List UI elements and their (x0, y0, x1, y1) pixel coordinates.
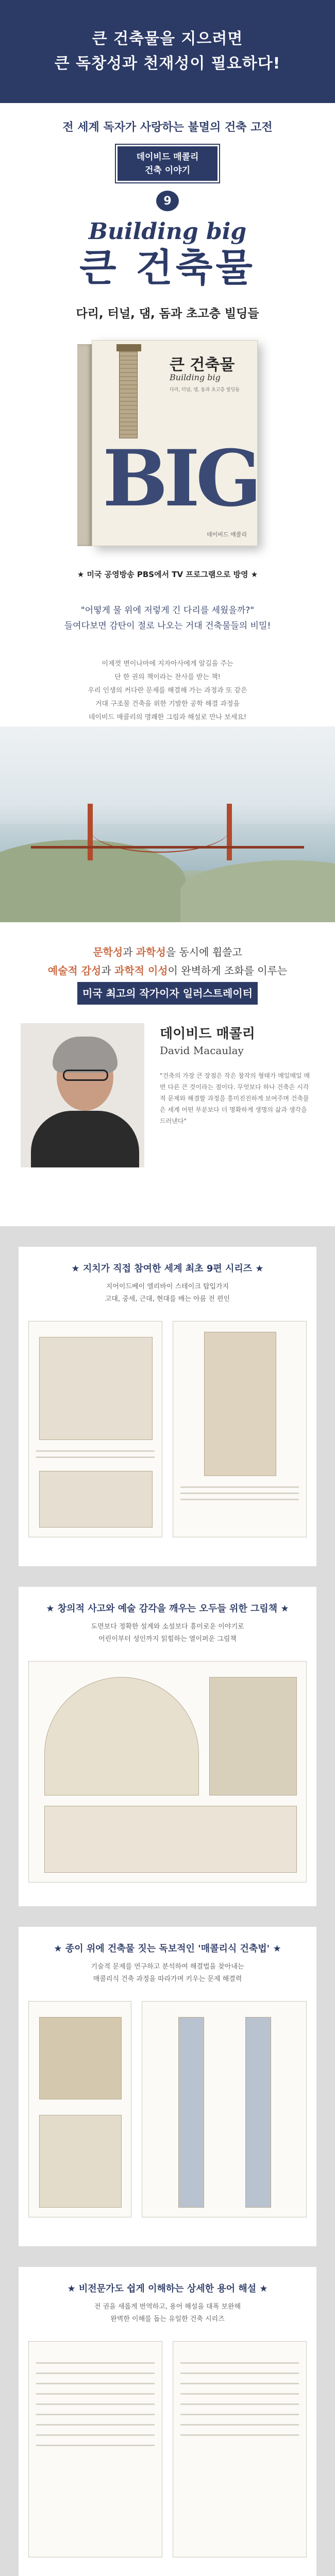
author-section (0, 922, 335, 1226)
dome-spread (28, 1661, 307, 1883)
feature-4-desc (19, 2301, 316, 2326)
photo-glasses (63, 1070, 108, 1081)
colonnade-drawing (44, 1806, 297, 1873)
feature-3-desc-line-2: 매콜리식 건축 과정을 따라가며 키우는 문제 해결력 (93, 1975, 242, 1983)
feature-4-desc-line-2: 완벽한 이해를 돕는 유일한 건축 시리즈 (110, 2315, 225, 2323)
feature-1-images (19, 1321, 316, 1537)
text-line (180, 2372, 299, 2374)
series-line-1: 데이비드 매콜리 (136, 151, 199, 162)
tower-right-drawing (245, 2017, 271, 2208)
series-label-box (116, 145, 219, 182)
text-line (36, 2383, 155, 2384)
text-line (180, 2403, 299, 2405)
text-line (180, 2434, 299, 2436)
intro-rest-1: 을 동시에 휩쓸고 (165, 946, 242, 958)
feature-3-title: ★ 종이 위에 건축물 짓는 독보적인 '매콜리식 건축법' ★ (54, 1943, 281, 1954)
text-line (36, 2445, 155, 2446)
feature-1-desc-line-1: 지어이드베이 엘리바이 스테이크 탑입가지 (106, 1283, 229, 1291)
feature-2-images (19, 1661, 316, 1883)
intro-conj-2: 과 (101, 964, 115, 977)
highlight-reason: 과학적 이성 (114, 964, 168, 977)
desc-line-2: 단 한 권의 책이라는 찬사를 받는 책! (114, 673, 221, 681)
photo-body (31, 1111, 139, 1167)
highlight-science: 과학성 (136, 946, 166, 958)
intro-rest-2: 이 완벽하게 조화를 이루는 (167, 964, 288, 977)
dome-cross-section (44, 1677, 199, 1795)
spacer (19, 2246, 316, 2267)
text-line (36, 2424, 155, 2426)
bridge-deck (31, 846, 304, 849)
feature-1-title: ★ 지치가 직접 참여한 세계 최초 9편 시리즈 ★ (71, 1263, 264, 1274)
text-line (180, 1493, 299, 1494)
aerial-building-page (28, 2001, 131, 2217)
cover-big-letters: BIG (103, 433, 258, 524)
text-line (36, 2403, 155, 2405)
feature-4-head (19, 2267, 316, 2326)
author-name-english: David Macaulay (160, 1044, 244, 1057)
feature-2-title: ★ 창의적 사고와 예술 감각을 깨우는 오두들 위한 그림책 ★ (46, 1603, 289, 1614)
desc-line-5: 데이비드 매콜리의 명쾌한 그림과 해설로 만나 보세요! (88, 714, 247, 721)
text-line (180, 2414, 299, 2415)
feature-4 (19, 2267, 316, 2576)
text-line (180, 2393, 299, 2395)
header-line-2: 큰 독창성과 천재성이 필요하다! (54, 55, 281, 73)
series-line-2: 건축 이야기 (144, 165, 191, 176)
bridge-landscape-illustration (0, 726, 335, 922)
feature-4-images (19, 2341, 316, 2557)
desc-line-3: 우리 인생의 커다란 문제를 해결해 가는 과정과 또 같은 (88, 687, 247, 694)
feature-2-desc (19, 1621, 316, 1646)
text-line (36, 2414, 155, 2415)
feature-1-desc-line-2: 고대, 중세, 근대, 현대를 배는 아름 전 편인 (105, 1295, 230, 1303)
bridge-drawing (39, 1471, 153, 1528)
text-line (180, 2362, 299, 2364)
spacer (19, 1906, 316, 1927)
text-line (180, 1486, 299, 1488)
subtitle: 다리, 터널, 댐, 돔과 초고층 빌딩들 (76, 307, 259, 320)
author-info (160, 1023, 314, 1167)
text-line (180, 2383, 299, 2384)
elevation-drawing (39, 2115, 122, 2208)
arch-drawing (39, 1337, 153, 1440)
title-block (0, 211, 335, 304)
lighthouse-illustration (119, 351, 138, 438)
tower-drawing (204, 1332, 276, 1476)
feature-3-desc-line-1: 기술적 문제를 연구하고 분석하여 해결법을 찾아내는 (91, 1963, 244, 1971)
highlight-literary: 문학성 (93, 946, 123, 958)
intro-section (0, 103, 335, 211)
feature-4-title: ★ 비전문가도 쉽게 이해하는 상세한 용어 해설 ★ (67, 2283, 268, 2294)
book-cover-image (77, 340, 258, 546)
text-line (180, 2424, 299, 2426)
author-row (0, 1023, 335, 1167)
text-line (36, 1450, 155, 1452)
cover-author: 데이비드 매콜리 (207, 531, 247, 538)
author-name-korean: 데이비드 매콜리 (160, 1026, 255, 1042)
quote-line-2: 들여다보면 감탄이 절로 나오는 거대 건축물들의 비밀! (64, 621, 271, 631)
twin-towers-page (142, 2001, 307, 2217)
text-line (36, 2362, 155, 2364)
feature-2 (19, 1587, 316, 1906)
feature-1-desc (19, 1281, 316, 1306)
quote-block (0, 587, 335, 649)
description-block (0, 649, 335, 726)
author-bio: "건축의 가장 큰 장점은 작은 창작의 형태가 매일매일 매번 다른 큰 것이라는 점이다. 무엇보다 하나 건축은 시각적 문제와 해결할 과정을 흥미진진하게 보여주며 건축물은 세계 어떤 부분보다 더 명확하게 생명의 삶과 생각을 드러낸다" (160, 1072, 310, 1125)
author-intro-line-1 (0, 943, 335, 961)
header-line-1: 큰 건축물을 지으려면 (92, 30, 243, 48)
glossary-page-right (173, 2341, 307, 2557)
author-intro (0, 943, 335, 1005)
feature-4-desc-line-1: 전 권을 새롭게 번역하고, 용어 해설을 대폭 보완해 (94, 2303, 241, 2311)
author-photo (21, 1023, 144, 1167)
spread-page-right (173, 1321, 307, 1537)
author-intro-line-2 (0, 961, 335, 980)
intro-conj-1: 과 (123, 946, 136, 958)
glossary-page-left (28, 2341, 162, 2557)
feature-2-desc-line-1: 도면보다 정확한 설계와 소설보다 흥미로운 이야기로 (91, 1623, 244, 1631)
spread-page-left (28, 1321, 162, 1537)
aerial-tower-drawing (39, 2017, 122, 2099)
cover-blurb: 다리, 터널, 댐, 돔과 초고층 빌딩들 (170, 387, 240, 393)
text-line (36, 1456, 155, 1458)
tv-broadcast-note: ★ 미국 공영방송 PBS에서 TV 프로그램으로 방영 ★ (77, 570, 258, 579)
text-line (36, 2434, 155, 2436)
feature-3-desc (19, 1961, 316, 1986)
feature-1-head (19, 1247, 316, 1306)
text-line (36, 2393, 155, 2395)
cover-title: 큰 건축물 (170, 356, 235, 374)
feature-3 (19, 1927, 316, 2246)
feature-1 (19, 1247, 316, 1566)
title-korean: 큰 건축물 (79, 246, 256, 290)
text-line (36, 2372, 155, 2374)
title-english: Building big (88, 218, 247, 245)
photo-hair (53, 1037, 118, 1073)
quote-line-1: "어떻게 물 위에 저렇게 긴 다리를 세웠을까?" (80, 605, 255, 616)
intro-tagline: 전 세계 독자가 사랑하는 불멸의 건축 고전 (62, 121, 273, 134)
highlight-art: 예술적 감성 (47, 964, 102, 977)
feature-2-head (19, 1587, 316, 1646)
book-spine (77, 344, 92, 546)
feature-3-images (19, 2001, 316, 2217)
book-cover-area (0, 325, 335, 562)
author-banner: 미국 최고의 작가이자 일러스트레이터 (77, 982, 258, 1005)
text-line (180, 1499, 299, 1500)
volume-badge: 9 (156, 191, 179, 211)
feature-2-desc-line-2: 어린이부터 성인까지 읽힘하는 열이퍼운 그림책 (98, 1635, 237, 1643)
spacer (19, 1566, 316, 1587)
feature-3-head (19, 1927, 316, 1986)
desc-line-1: 이제껏 변이나마에 지자아사에게 알길을 주는 (102, 660, 233, 668)
arcade-drawing (209, 1677, 297, 1795)
features-area (0, 1226, 335, 2576)
desc-line-4: 거대 구조물 건축을 위한 기발한 공학 해결 과정을 (95, 700, 240, 708)
tower-left-drawing (178, 2017, 204, 2208)
cover-subtitle: Building big (170, 372, 221, 382)
spacer (19, 1226, 316, 1247)
book-cover (92, 340, 258, 546)
header-banner (0, 0, 335, 103)
